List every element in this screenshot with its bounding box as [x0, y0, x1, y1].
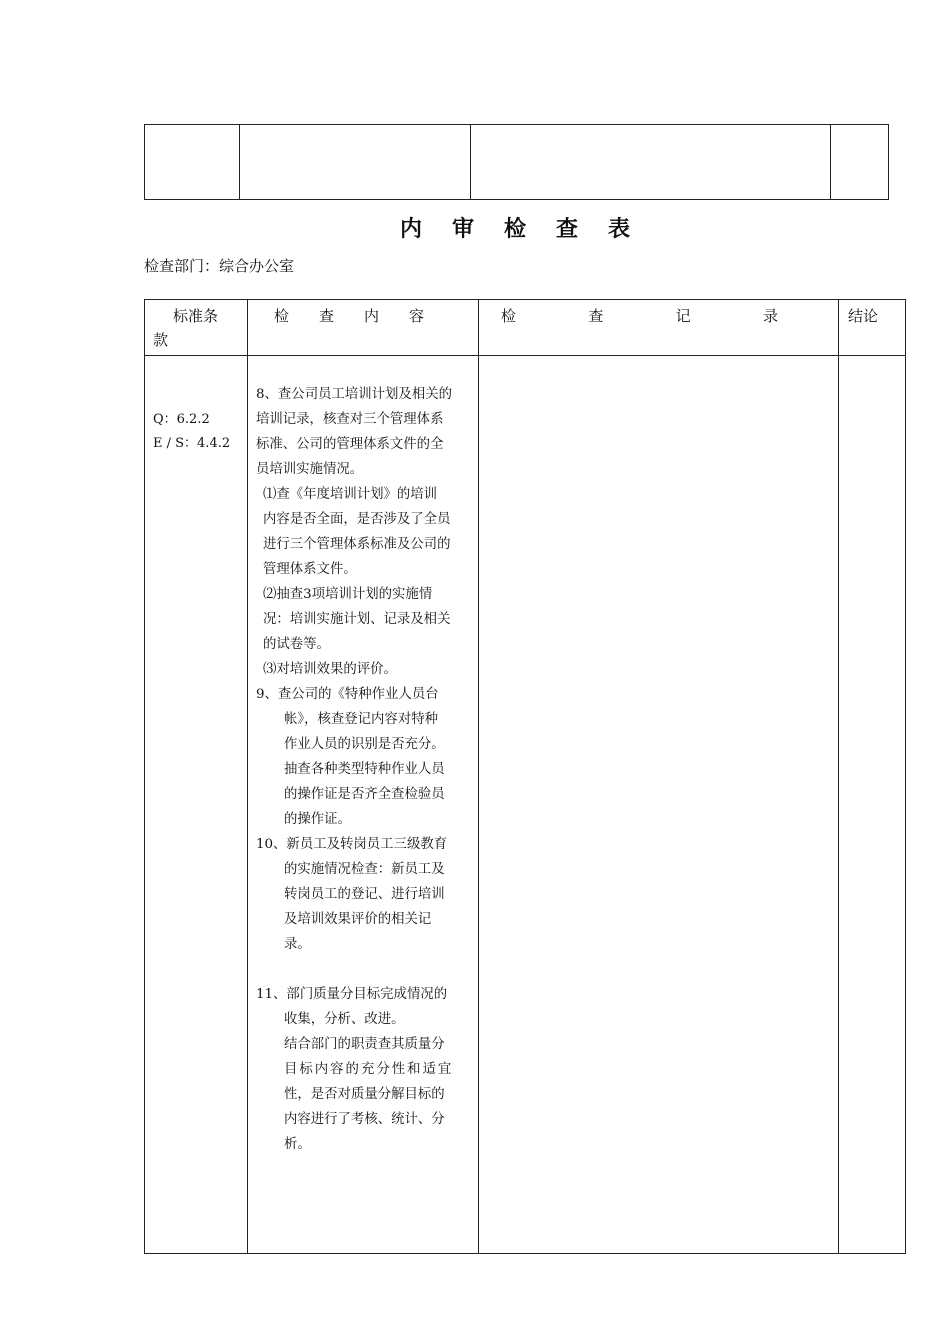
content-line: ⑴查《年度培训计划》的培训 [263, 487, 438, 502]
clause-es: E / S：4.4.2 [153, 436, 231, 451]
content-line: 的实施情况检查：新员工及 [284, 862, 445, 877]
header-char: 录 [762, 307, 778, 325]
content-cell [248, 356, 479, 1254]
content-line: 录。 [284, 937, 311, 952]
empty-cell [145, 125, 240, 200]
title-char: 内 [399, 216, 422, 242]
audit-checklist-table [144, 299, 906, 1254]
content-line: 性，是否对质量分解目标的 [284, 1087, 445, 1102]
content-line: 标准、公司的管理体系文件的全 [256, 437, 444, 452]
clause-q: Q：6.2.2 [153, 412, 210, 427]
content-line: 8、查公司员工培训计划及相关的 [256, 387, 452, 402]
content-line: 内容是否全面，是否涉及了全员 [263, 512, 451, 527]
previous-page-table-remnant [144, 124, 889, 200]
content-line: 转岗员工的登记、进行培训 [284, 887, 445, 902]
content-line: 结合部门的职责查其质量分 [284, 1037, 445, 1052]
header-char: 记 [675, 307, 691, 325]
conclusion-cell [839, 356, 906, 1254]
content-line: 员培训实施情况。 [256, 462, 364, 477]
empty-cell [240, 125, 471, 200]
content-line: ⑵抽查3项培训计划的实施情 [263, 587, 433, 602]
content-line: 作业人员的识别是否充分。 [284, 737, 445, 752]
header-content [248, 300, 479, 356]
header-char: 内 [363, 307, 379, 325]
content-line: 培训记录，核查对三个管理体系 [256, 412, 444, 427]
empty-cell [471, 125, 831, 200]
header-clause-line: 标准条 [173, 307, 219, 325]
content-line: ⑶对培训效果的评价。 [263, 662, 397, 677]
content-line: 9、查公司的《特种作业人员台 [256, 687, 439, 702]
content-line: 10、新员工及转岗员工三级教育 [256, 837, 448, 852]
empty-cell [831, 125, 889, 200]
header-char: 检 [274, 307, 290, 325]
header-clause [145, 300, 248, 356]
content-line: 的操作证。 [284, 812, 351, 827]
header-conclusion: 结论 [839, 300, 906, 356]
title-char: 检 [503, 216, 526, 242]
content-line: 管理体系文件。 [263, 562, 357, 577]
header-char: 查 [588, 307, 604, 325]
header-record [479, 300, 839, 356]
table-header-row [145, 300, 906, 356]
content-line: 况：培训实施计划、记录及相关 [263, 612, 451, 627]
blank-line [256, 957, 472, 982]
content-line: 进行三个管理体系标准及公司的 [263, 537, 451, 552]
content-line: 目标内容的充分性和适宜 [284, 1062, 454, 1077]
content-line: 内容进行了考核、统计、分 [284, 1112, 445, 1127]
content-line: 析。 [284, 1137, 311, 1152]
header-char: 查 [318, 307, 334, 325]
content-line: 抽查各种类型特种作业人员 [284, 762, 445, 777]
page-title [144, 212, 886, 243]
content-line: 及培训效果评价的相关记 [284, 912, 432, 927]
title-char: 查 [556, 216, 579, 242]
content-line: 11、部门质量分目标完成情况的 [256, 987, 448, 1002]
content-line: 帐》，核查登记内容对特种 [284, 712, 438, 727]
content-line: 的试卷等。 [263, 637, 330, 652]
empty-table-row [145, 125, 889, 200]
header-clause-line: 款 [153, 331, 169, 349]
content-line: 的操作证是否齐全查检验员 [284, 787, 445, 802]
record-cell [479, 356, 839, 1254]
title-char: 审 [451, 216, 474, 242]
department-label: 检查部门：综合办公室 [144, 257, 295, 275]
clause-cell [145, 356, 248, 1254]
table-row [145, 356, 906, 1254]
title-char: 表 [608, 216, 631, 242]
header-char: 容 [408, 307, 424, 325]
header-char: 检 [501, 307, 517, 325]
content-line: 收集，分析、改进。 [284, 1012, 405, 1027]
